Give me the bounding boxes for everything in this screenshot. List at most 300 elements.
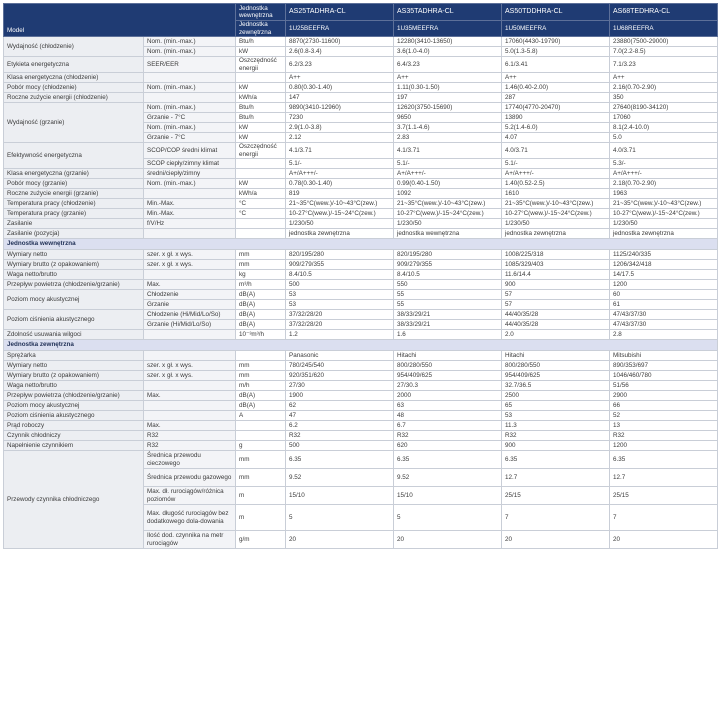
spec-value: 820/195/280: [394, 250, 502, 260]
spec-unit: 10⁻³m³/h: [236, 330, 286, 340]
model-name: AS25TADHRA-CL: [286, 4, 394, 21]
spec-condition: średni/ciepły/zimny: [144, 169, 236, 179]
spec-label: Poziom ciśnienia akustycznego: [4, 411, 144, 421]
spec-value: 32.7/36.5: [502, 381, 610, 391]
spec-value: 500: [286, 280, 394, 290]
spec-value: R32: [286, 431, 394, 441]
spec-condition: Chłodzenie: [144, 290, 236, 300]
spec-value: 2.12: [286, 133, 394, 143]
spec-condition: Grzanie - 7°C: [144, 113, 236, 123]
spec-value: 1085/329/403: [502, 260, 610, 270]
spec-value: 550: [394, 280, 502, 290]
spec-unit: [236, 351, 286, 361]
spec-unit: dB(A): [236, 320, 286, 330]
spec-row: [4, 351, 718, 361]
spec-unit: dB(A): [236, 290, 286, 300]
model-name: AS68TEDHRA-CL: [610, 4, 718, 21]
spec-row: [4, 290, 718, 300]
spec-value: 2.9(1.0-3.8): [286, 123, 394, 133]
model-header: Model: [4, 4, 236, 37]
spec-value: 5.0(1.3-5.8): [502, 47, 610, 57]
spec-condition: szer. x gł. x wys.: [144, 361, 236, 371]
spec-unit: mm: [236, 469, 286, 487]
spec-label: Roczne zużycie energii (chłodzenie): [4, 93, 144, 103]
spec-unit: A: [236, 411, 286, 421]
spec-unit: kWh/a: [236, 93, 286, 103]
spec-value: 9890(3410-12960): [286, 103, 394, 113]
spec-value: 25/15: [502, 487, 610, 505]
spec-unit: kW: [236, 179, 286, 189]
spec-label: Zasilanie (pozycja): [4, 229, 144, 239]
spec-unit: Btu/h: [236, 113, 286, 123]
spec-value: 909/279/355: [394, 260, 502, 270]
spec-value: 900: [502, 280, 610, 290]
spec-unit: dB(A): [236, 300, 286, 310]
spec-value: 6.4/3.23: [394, 57, 502, 73]
spec-value: 38/33/29/21: [394, 310, 502, 320]
spec-value: 1/230/50: [394, 219, 502, 229]
spec-condition: Max. długość rurociągów bez dodatkowego dola-dowania: [144, 505, 236, 531]
spec-value: 10-27°C(wew.)/-15~24°C(zew.): [610, 209, 718, 219]
spec-value: Mitsubishi: [610, 351, 718, 361]
spec-value: 6.2: [286, 421, 394, 431]
spec-value: 6.35: [610, 451, 718, 469]
spec-value: 63: [394, 401, 502, 411]
spec-value: 4.07: [502, 133, 610, 143]
spec-value: 48: [394, 411, 502, 421]
spec-value: 6.1/3.41: [502, 57, 610, 73]
spec-row: [4, 260, 718, 270]
spec-value: 890/353/697: [610, 361, 718, 371]
spec-value: 1.2: [286, 330, 394, 340]
spec-value: 6.35: [502, 451, 610, 469]
spec-value: jednostka zewnętrzna: [502, 229, 610, 239]
spec-row: [4, 361, 718, 371]
spec-condition: Grzanie (Hi/Mid/Lo/So): [144, 320, 236, 330]
spec-value: 8.4/10.5: [286, 270, 394, 280]
spec-label: Waga netto/brutto: [4, 270, 144, 280]
spec-value: 11.3: [502, 421, 610, 431]
spec-label: Poziom mocy akustycznej: [4, 290, 144, 310]
spec-value: jednostka zewnętrzna: [286, 229, 394, 239]
spec-value: 11.6/14.4: [502, 270, 610, 280]
section-row: [4, 239, 718, 250]
spec-value: 4.1/3.71: [394, 143, 502, 159]
spec-label: Wymiary brutto (z opakowaniem): [4, 371, 144, 381]
spec-value: A++: [394, 73, 502, 83]
spec-condition: [144, 351, 236, 361]
spec-value: 287: [502, 93, 610, 103]
spec-label: Pobór mocy (chłodzenie): [4, 83, 144, 93]
spec-value: 1610: [502, 189, 610, 199]
spec-value: 65: [502, 401, 610, 411]
spec-value: 620: [394, 441, 502, 451]
spec-label: Wymiary brutto (z opakowaniem): [4, 260, 144, 270]
spec-condition: f/V/Hz: [144, 219, 236, 229]
spec-value: 900: [502, 441, 610, 451]
spec-value: 20: [610, 531, 718, 549]
spec-label: Wydajność (grzanie): [4, 103, 144, 143]
spec-value: 6.2/3.23: [286, 57, 394, 73]
spec-unit: [236, 159, 286, 169]
spec-row: [4, 229, 718, 239]
spec-unit: mm: [236, 250, 286, 260]
spec-label: Zdolność usuwania wilgoci: [4, 330, 144, 340]
spec-condition: [144, 229, 236, 239]
spec-value: 21~35°C(wew.)/-10~43°C(zew.): [394, 199, 502, 209]
spec-condition: [144, 270, 236, 280]
indoor-unit-header: Jednostka wewnętrzna: [236, 4, 286, 21]
spec-value: 7230: [286, 113, 394, 123]
spec-unit: kW: [236, 133, 286, 143]
spec-condition: [144, 189, 236, 199]
spec-condition: Max. dł. rurociągów/różnica poziomów: [144, 487, 236, 505]
spec-unit: [236, 169, 286, 179]
spec-row: [4, 179, 718, 189]
section-title: Jednostka zewnętrzna: [4, 340, 718, 351]
spec-unit: °C: [236, 209, 286, 219]
spec-value: 0.80(0.30-1.40): [286, 83, 394, 93]
spec-unit: kWh/a: [236, 189, 286, 199]
spec-value: 1125/240/335: [610, 250, 718, 260]
spec-value: 1/230/50: [610, 219, 718, 229]
spec-label: Wymiary netto: [4, 361, 144, 371]
spec-label: Efektywność energetyczna: [4, 143, 144, 169]
spec-value: 1900: [286, 391, 394, 401]
spec-row: [4, 441, 718, 451]
spec-value: 5.0: [610, 133, 718, 143]
spec-label: Przewody czynnika chłodniczego: [4, 451, 144, 549]
spec-value: 20: [502, 531, 610, 549]
spec-value: 10-27°C(wew.)/-15~24°C(zew.): [502, 209, 610, 219]
spec-unit: kg: [236, 270, 286, 280]
spec-unit: Btu/h: [236, 103, 286, 113]
spec-value: 6.7: [394, 421, 502, 431]
outdoor-unit-header: Jednostka zewnętrzna: [236, 21, 286, 37]
spec-value: 13: [610, 421, 718, 431]
spec-condition: Grzanie: [144, 300, 236, 310]
spec-row: [4, 57, 718, 73]
spec-label: Napełnienie czynnikiem: [4, 441, 144, 451]
spec-value: 66: [610, 401, 718, 411]
spec-row: [4, 103, 718, 113]
spec-row: [4, 93, 718, 103]
spec-condition: SEER/EER: [144, 57, 236, 73]
spec-value: 1963: [610, 189, 718, 199]
spec-condition: [144, 401, 236, 411]
spec-value: 23880(7500-29000): [610, 37, 718, 47]
header-row-indoor: [4, 4, 718, 21]
spec-row: [4, 199, 718, 209]
spec-value: 17060: [610, 113, 718, 123]
spec-condition: [144, 330, 236, 340]
spec-value: 1.40(0.52-2.5): [502, 179, 610, 189]
spec-value: A++: [286, 73, 394, 83]
spec-value: 5: [286, 505, 394, 531]
spec-value: 6.35: [394, 451, 502, 469]
spec-value: 27/30.3: [394, 381, 502, 391]
spec-value: 21~35°C(wew.)/-10~43°C(zew.): [610, 199, 718, 209]
spec-value: 6.35: [286, 451, 394, 469]
spec-value: 2.8: [610, 330, 718, 340]
spec-value: 57: [502, 300, 610, 310]
spec-condition: Max.: [144, 391, 236, 401]
spec-value: 62: [286, 401, 394, 411]
spec-value: 8.4/10.5: [394, 270, 502, 280]
section-title: Jednostka wewnętrzna: [4, 239, 718, 250]
spec-condition: Grzanie - 7°C: [144, 133, 236, 143]
spec-condition: [144, 73, 236, 83]
spec-value: 2.6(0.8-3.4): [286, 47, 394, 57]
spec-label: Poziom mocy akustycznej: [4, 401, 144, 411]
spec-row: [4, 280, 718, 290]
spec-row: [4, 451, 718, 469]
spec-value: 2.0: [502, 330, 610, 340]
spec-unit: Btu/h: [236, 37, 286, 47]
spec-condition: R32: [144, 431, 236, 441]
spec-value: Panasonic: [286, 351, 394, 361]
spec-value: 12.7: [502, 469, 610, 487]
spec-value: 1.46(0.40-2.00): [502, 83, 610, 93]
spec-value: 10-27°C(wew.)/-15~24°C(zew.): [394, 209, 502, 219]
spec-row: [4, 270, 718, 280]
spec-unit: [236, 229, 286, 239]
spec-unit: [236, 73, 286, 83]
spec-value: 55: [394, 290, 502, 300]
spec-row: [4, 209, 718, 219]
spec-value: 8.1(2.4-10.0): [610, 123, 718, 133]
spec-unit: kW: [236, 123, 286, 133]
spec-label: Temperatura pracy (grzanie): [4, 209, 144, 219]
spec-label: Etykieta energetyczna: [4, 57, 144, 73]
spec-value: 47/43/37/30: [610, 320, 718, 330]
spec-value: 37/32/28/20: [286, 320, 394, 330]
spec-unit: m/h: [236, 381, 286, 391]
spec-value: 5: [394, 505, 502, 531]
spec-value: R32: [394, 431, 502, 441]
spec-unit: dB(A): [236, 401, 286, 411]
spec-unit: [236, 219, 286, 229]
spec-value: 15/10: [394, 487, 502, 505]
spec-label: Wydajność (chłodzenie): [4, 37, 144, 57]
model-name: AS50TDDHRA-CL: [502, 4, 610, 21]
spec-value: 5.3/-: [610, 159, 718, 169]
spec-value: 17060(4430-19790): [502, 37, 610, 47]
spec-condition: Nom. (min.-max.): [144, 103, 236, 113]
spec-row: [4, 371, 718, 381]
spec-condition: Min.-Max.: [144, 209, 236, 219]
spec-value: 1200: [610, 280, 718, 290]
spec-unit: Oszczędność energii: [236, 57, 286, 73]
outdoor-model-code: 1U35MEEFRA: [394, 21, 502, 37]
spec-value: R32: [502, 431, 610, 441]
spec-value: 954/409/625: [394, 371, 502, 381]
spec-value: 500: [286, 441, 394, 451]
spec-value: 21~35°C(wew.)/-10~43°C(zew.): [286, 199, 394, 209]
spec-value: A+/A+++/-: [286, 169, 394, 179]
spec-label: Wymiary netto: [4, 250, 144, 260]
spec-value: 819: [286, 189, 394, 199]
spec-row: [4, 73, 718, 83]
spec-value: 14/17.5: [610, 270, 718, 280]
spec-unit: Oszczędność energii: [236, 143, 286, 159]
spec-label: Przepływ powietrza (chłodzenie/grzanie): [4, 391, 144, 401]
spec-condition: szer. x gł. x wys.: [144, 260, 236, 270]
spec-value: 954/409/625: [502, 371, 610, 381]
spec-table: [3, 3, 718, 549]
spec-value: 55: [394, 300, 502, 310]
spec-unit: mm: [236, 371, 286, 381]
spec-label: Klasa energetyczna (grzanie): [4, 169, 144, 179]
spec-value: 12280(3410-13650): [394, 37, 502, 47]
spec-value: 7: [610, 505, 718, 531]
spec-row: [4, 381, 718, 391]
spec-condition: Średnica przewodu cieczowego: [144, 451, 236, 469]
spec-value: 820/195/280: [286, 250, 394, 260]
spec-value: 9.52: [286, 469, 394, 487]
spec-value: 197: [394, 93, 502, 103]
spec-value: 4.1/3.71: [286, 143, 394, 159]
spec-value: 44/40/35/28: [502, 320, 610, 330]
spec-row: [4, 391, 718, 401]
spec-value: 15/10: [286, 487, 394, 505]
spec-unit: kW: [236, 83, 286, 93]
spec-value: 1/230/50: [502, 219, 610, 229]
spec-row: [4, 310, 718, 320]
spec-value: 8870(2730-11600): [286, 37, 394, 47]
spec-condition: Średnica przewodu gazowego: [144, 469, 236, 487]
spec-value: 57: [502, 290, 610, 300]
spec-row: [4, 169, 718, 179]
spec-value: 909/279/355: [286, 260, 394, 270]
spec-condition: [144, 93, 236, 103]
spec-label: Pobór mocy (grzanie): [4, 179, 144, 189]
spec-value: 4.0/3.71: [610, 143, 718, 159]
spec-unit: m: [236, 505, 286, 531]
spec-row: [4, 411, 718, 421]
outdoor-model-code: 1U25BEEFRA: [286, 21, 394, 37]
spec-condition: Nom. (min.-max.): [144, 37, 236, 47]
spec-value: 47/43/37/30: [610, 310, 718, 320]
model-name: AS35TADHRA-CL: [394, 4, 502, 21]
spec-label: Waga netto/brutto: [4, 381, 144, 391]
spec-value: 2.18(0.70-2.90): [610, 179, 718, 189]
spec-value: 53: [286, 290, 394, 300]
spec-value: jednostka zewnętrzna: [610, 229, 718, 239]
spec-condition: szer. x gł. x wys.: [144, 250, 236, 260]
spec-value: 0.78(0.30-1.40): [286, 179, 394, 189]
spec-value: 1200: [610, 441, 718, 451]
spec-unit: mm: [236, 451, 286, 469]
spec-value: 20: [286, 531, 394, 549]
spec-value: 2000: [394, 391, 502, 401]
spec-value: 53: [502, 411, 610, 421]
spec-label: Prąd roboczy: [4, 421, 144, 431]
spec-row: [4, 401, 718, 411]
spec-condition: R32: [144, 441, 236, 451]
spec-value: 4.0/3.71: [502, 143, 610, 159]
spec-unit: °C: [236, 199, 286, 209]
spec-value: 800/280/550: [502, 361, 610, 371]
spec-row: [4, 189, 718, 199]
spec-unit: dB(A): [236, 391, 286, 401]
spec-value: 0.99(0.40-1.50): [394, 179, 502, 189]
spec-value: 13890: [502, 113, 610, 123]
spec-value: 7: [502, 505, 610, 531]
spec-value: jednostka wewnętrzna: [394, 229, 502, 239]
spec-label: Roczne zużycie energii (grzanie): [4, 189, 144, 199]
spec-value: 3.6(1.0-4.0): [394, 47, 502, 57]
spec-value: 800/280/550: [394, 361, 502, 371]
spec-value: 37/32/28/20: [286, 310, 394, 320]
spec-value: A++: [502, 73, 610, 83]
spec-value: A+/A+++/-: [394, 169, 502, 179]
spec-value: 2900: [610, 391, 718, 401]
outdoor-model-code: 1U68REEFRA: [610, 21, 718, 37]
spec-value: A+/A+++/-: [502, 169, 610, 179]
spec-label: Zasilanie: [4, 219, 144, 229]
spec-value: 27640(8190-34120): [610, 103, 718, 113]
spec-value: 147: [286, 93, 394, 103]
spec-unit: [236, 431, 286, 441]
spec-unit: g/m: [236, 531, 286, 549]
spec-label: Przepływ powietrza (chłodzenie/grzanie): [4, 280, 144, 290]
spec-value: 17740(4770-20470): [502, 103, 610, 113]
spec-value: 60: [610, 290, 718, 300]
spec-value: 780/245/540: [286, 361, 394, 371]
spec-condition: Nom. (min.-max.): [144, 179, 236, 189]
spec-row: [4, 37, 718, 47]
spec-value: 1008/225/318: [502, 250, 610, 260]
spec-value: A+/A+++/-: [610, 169, 718, 179]
outdoor-model-code: 1U50MEEFRA: [502, 21, 610, 37]
spec-value: 1.11(0.30-1.50): [394, 83, 502, 93]
spec-condition: SCOP ciepły/zimny klimat: [144, 159, 236, 169]
spec-value: 1046/460/780: [610, 371, 718, 381]
spec-value: 25/15: [610, 487, 718, 505]
spec-condition: Max.: [144, 280, 236, 290]
spec-value: 10-27°C(wew.)/-15~24°C(zew.): [286, 209, 394, 219]
spec-value: 1.6: [394, 330, 502, 340]
spec-value: 920/351/620: [286, 371, 394, 381]
spec-value: 5.1/-: [286, 159, 394, 169]
spec-row: [4, 83, 718, 93]
spec-value: 51/56: [610, 381, 718, 391]
spec-row: [4, 143, 718, 159]
spec-label: Klasa energetyczna (chłodzenie): [4, 73, 144, 83]
spec-value: 12.7: [610, 469, 718, 487]
spec-condition: [144, 411, 236, 421]
spec-unit: dB(A): [236, 310, 286, 320]
spec-value: Hitachi: [394, 351, 502, 361]
spec-value: 20: [394, 531, 502, 549]
spec-unit: mm: [236, 260, 286, 270]
section-row: [4, 340, 718, 351]
spec-value: 12620(3750-15690): [394, 103, 502, 113]
spec-value: 7.1/3.23: [610, 57, 718, 73]
spec-label: Czynnik chłodniczy: [4, 431, 144, 441]
spec-value: 1/230/50: [286, 219, 394, 229]
spec-value: 52: [610, 411, 718, 421]
spec-unit: [236, 421, 286, 431]
spec-unit: m: [236, 487, 286, 505]
spec-unit: m³/h: [236, 280, 286, 290]
spec-value: 2.16(0.70-2.90): [610, 83, 718, 93]
spec-value: 21~35°C(wew.)/-10~43°C(zew.): [502, 199, 610, 209]
spec-condition: SCOP/COP średni klimat: [144, 143, 236, 159]
spec-value: 9.52: [394, 469, 502, 487]
spec-value: 61: [610, 300, 718, 310]
